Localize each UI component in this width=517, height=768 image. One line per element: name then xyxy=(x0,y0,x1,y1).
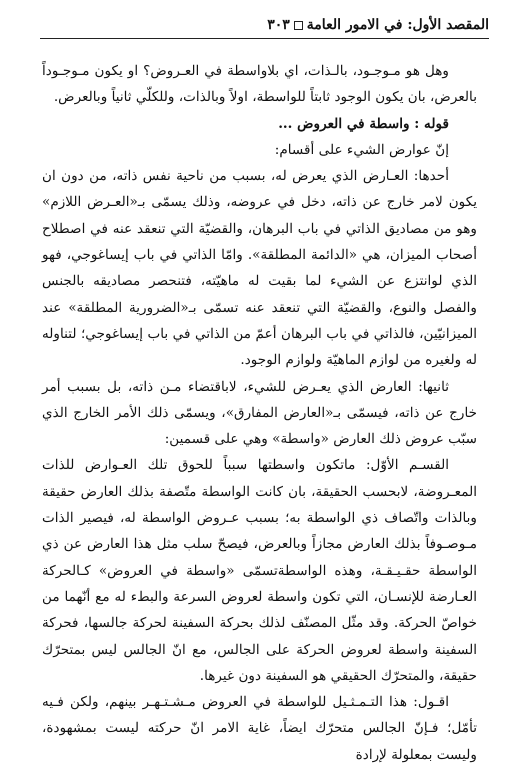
separator-square-icon xyxy=(294,21,303,30)
page-body xyxy=(42,58,477,768)
paragraph: أحدها: العـارض الذي يعرض له، بسبب من ناحية نفس ذاته، من دون ان يكون لامر خارج عن ذاته، دخل في عروضه، وذلك يسمّى بـ«العـرض اللازم» وهو من مصاديق الذاتي في باب البرهان، والقضيّة التي تنعقد عنه في اصطلاح أصحاب الميزان، هي «الدائمة المطلقة». وامّا الذاتي في باب إيساغوجي، فهو الذي لوانتزع عن الشيء لما بقيت له ماهيّته، فتنحصر مصاديقه بالجنس والفصل والنوع، والقضيّة التي تنعقد عنه تسمّى بـ«الضرورية المطلقة» عند الميزانيّين، فالذاتي في باب البرهان أعمّ من الذاتي في باب إيساغوجي؛ لتناوله له ولغيره من لوازم الماهيّة ولوازم الوجود. xyxy=(42,168,477,369)
header-line xyxy=(267,14,489,36)
quote-heading: قوله : واسطة في العروض ... xyxy=(278,115,449,132)
paragraph: وهل هو مـوجـود، بالـذات، اي بلاواسطة في العـروض؟ او يكون مـوجـوداً بالعرض، بان يكون الوجود ثابتاً للواسطة، اولاً وبالذات، وللكلّي ثانياً وبالعرض. xyxy=(42,63,477,106)
page-number: ٣٠٣ xyxy=(267,17,290,33)
paragraph: اقـول: هذا التـمـثـيل للواسطة في العروض مـشـتـهـر بينهم، ولكن فـيه تأمّل؛ فـإنّ الجالس متحرّك ايضاً، غاية الامر انّ حركته ليست بمشهودة، وليست بمعلولة لإرادة xyxy=(42,694,477,763)
header-title: المقصد الأول: في الامور العامة xyxy=(306,17,489,33)
paragraph: ثانيها: العارض الذي يعـرض للشيء، لاباقتضاء مـن ذاته، بل بسبب أمر خارج عن ذاته، فيسمّى بـ«العارض المفارق»، ويسمّى ذلك الأمر الخارج الذي سبّب عروض ذلك العارض «واسطة» وهي على قسمين: xyxy=(42,378,477,448)
paragraph: إنّ عوارض الشيء على أقسام: xyxy=(274,141,449,158)
running-header xyxy=(40,14,489,39)
paragraph: القسـم الأوّل: ماتكون واسطتها سبباً للحوق تلك العـوارض للذات المعـروضة، لابحسب الحقيقة، بان كانت الواسطة متّصفة بذلك العارض حقيقة وبالذات واتّصاف ذي الواسطة به؛ بسبب عـروض الواسطة له، فيصير الذات مـوصـوفاً بذلك العارض مجازاً وبالعرض، فيصحّ سلب مثل هذا العارض عن ذي الواسطة حقـيـقـة، وهذه الواسطةتسمّى «واسطة في العروض» كـالحركة العـارضة للإنسـان، التي تكون واسطة لعروض السرعة والبطء له مع أنّهما من خواصّ الحركة. وقد مثّل المصنّف لذلك بحركة السفينة لحركة جالسها، فحركة السفينة واسطة لعروض الحركة على الجالس، مع انّ الجالس ليس بمتحرّك حقيقة، والمتحرّك الحقيقي هو السفينة دون غيرها. xyxy=(42,457,477,684)
